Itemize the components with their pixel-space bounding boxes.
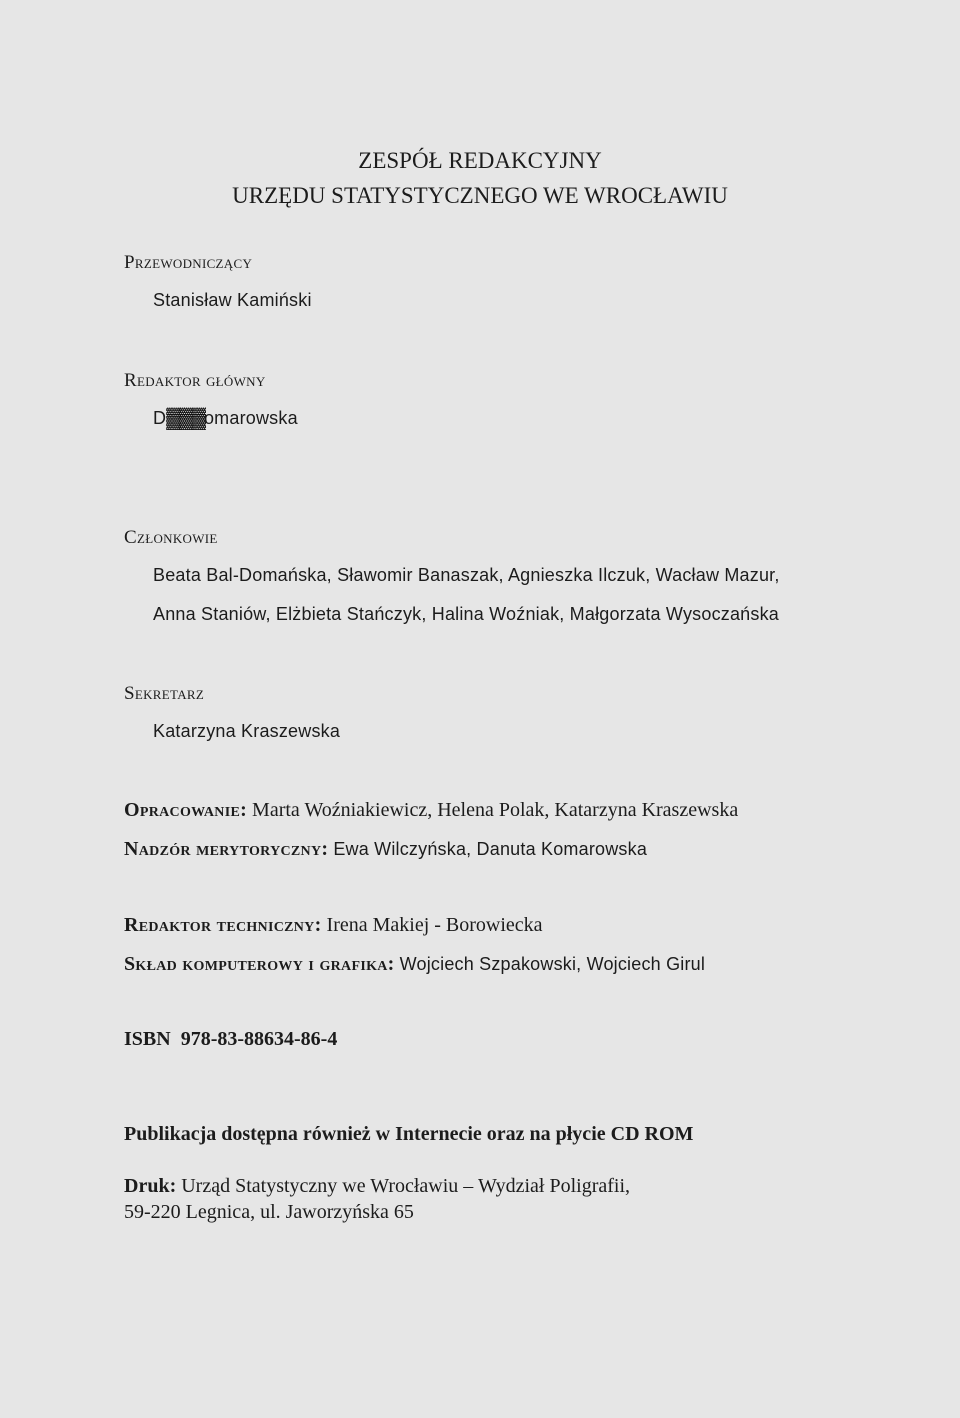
isbn-label: ISBN <box>124 1028 171 1050</box>
prepared-line <box>124 799 738 822</box>
supervision-label: Nadzór merytoryczny: <box>124 838 329 860</box>
print-line-2: 59-220 Legnica, ul. Jaworzyńska 65 <box>124 1201 414 1223</box>
chief-editor-label: Redaktor główny <box>124 370 266 391</box>
members-line-2: Anna Staniów, Elżbieta Stańczyk, Halina Woźniak, Małgorzata Wysoczańska <box>153 604 779 624</box>
tech-editor-value: Irena Makiej - Borowiecka <box>326 914 543 936</box>
print-line-1 <box>124 1175 630 1198</box>
secretary-name: Katarzyna Kraszewska <box>153 721 341 741</box>
tech-editor-label: Redaktor techniczny: <box>124 914 322 936</box>
members-line-1: Beata Bal-Domańska, Sławomir Banaszak, Agnieszka Ilczuk, Wacław Mazur, <box>153 565 780 585</box>
secretary-label: Sekretarz <box>124 683 205 704</box>
isbn-line <box>124 1028 337 1051</box>
typesetting-label: Skład komputerowy i grafika: <box>124 953 395 975</box>
isbn-value: 978-83-88634-86-4 <box>180 1028 338 1050</box>
chief-editor-name-start: D <box>153 408 167 428</box>
prepared-label: Opracowanie: <box>124 799 248 821</box>
chair-name: Stanisław Kamiński <box>153 290 312 310</box>
print-value-1: Urząd Statystyczny we Wrocławiu – Wydział Poligrafii, <box>181 1175 631 1197</box>
prepared-value: Marta Woźniakiewicz, Helena Polak, Katarzyna Kraszewska <box>252 799 739 821</box>
print-label: Druk: <box>124 1175 177 1197</box>
chair-label: Przewodniczący <box>124 252 253 273</box>
header-line-2: URZĘDU STATYSTYCZNEGO WE WROCŁAWIU <box>232 183 728 208</box>
tech-editor-line <box>124 914 543 937</box>
header-line-1: ZESPÓŁ REDAKCYJNY <box>358 148 602 173</box>
bleed-through-decoration <box>250 640 900 730</box>
members-label: Członkowie <box>124 527 218 548</box>
supervision-line <box>124 838 647 861</box>
supervision-value: Ewa Wilczyńska, Danuta Komarowska <box>333 839 648 859</box>
typesetting-value: Wojciech Szpakowski, Wojciech Girul <box>399 954 706 974</box>
chief-editor-name-end: omarowska <box>203 408 298 428</box>
ink-stamp-icon: ▓▓▓ <box>166 407 204 429</box>
availability-note: Publikacja dostępna również w Internecie oraz na płycie CD ROM <box>124 1123 694 1145</box>
typesetting-line <box>124 953 705 976</box>
chief-editor-name <box>153 407 298 430</box>
